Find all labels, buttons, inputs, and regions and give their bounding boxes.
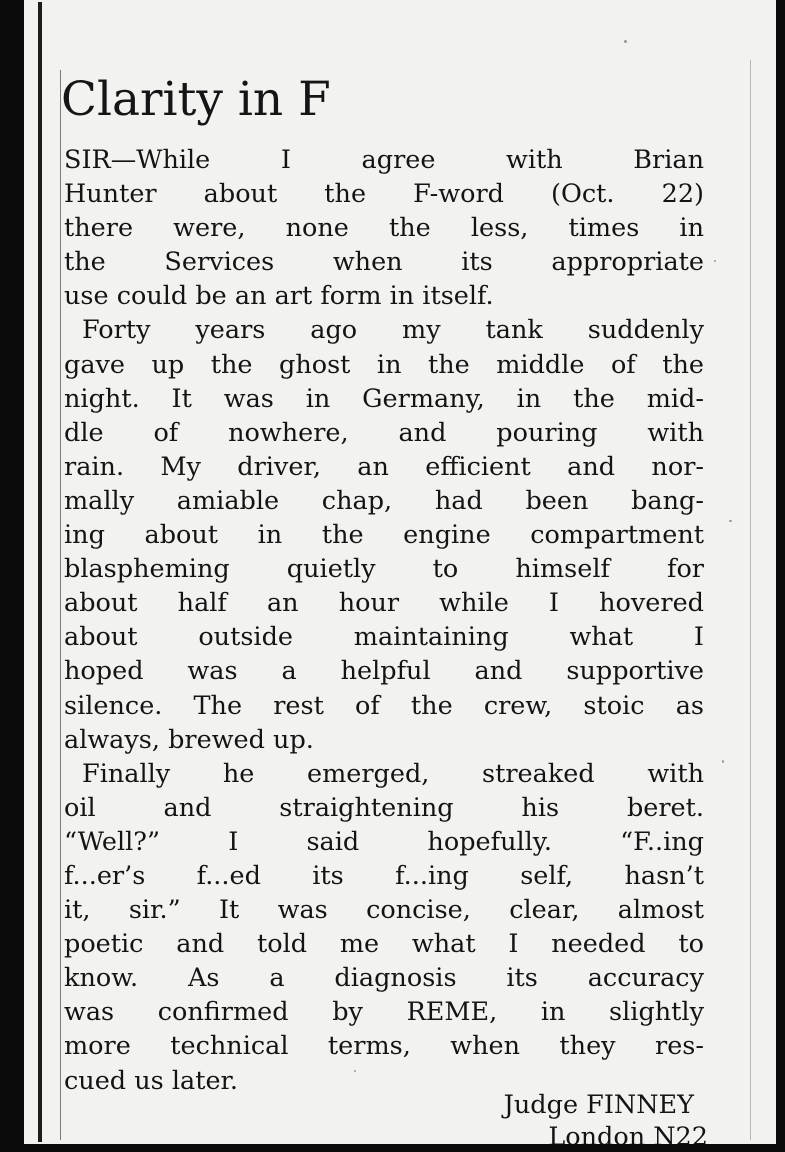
- print-speck: [722, 760, 724, 763]
- body-line: mally amiable chap, had been bang-: [64, 485, 704, 516]
- body-line: blaspheming quietly to himself for: [64, 554, 704, 585]
- body-line: rain. My driver, an efficient and nor-: [64, 451, 704, 482]
- body-line: hoped was a helpful and supportive: [64, 656, 704, 687]
- letter-headline: Clarity in F: [61, 72, 331, 127]
- signature-name: Judge FINNEY: [503, 1090, 694, 1120]
- body-line: about outside maintaining what I: [64, 622, 704, 653]
- body-line: night. It was in Germany, in the mid-: [64, 383, 704, 414]
- letter-body: [64, 143, 704, 1098]
- body-line: the Services when its appropriate: [64, 247, 704, 278]
- body-line: gave up the ghost in the middle of the: [64, 349, 704, 380]
- body-line: silence. The rest of the crew, stoic as: [64, 690, 704, 721]
- body-line: there were, none the less, times in: [64, 213, 704, 244]
- print-speck: [714, 260, 716, 262]
- body-line: Hunter about the F-word (Oct. 22): [64, 179, 704, 210]
- body-line: use could be an art form in itself.: [64, 281, 494, 312]
- body-line: always, brewed up.: [64, 724, 314, 755]
- body-line: cued us later.: [64, 1065, 239, 1096]
- newspaper-clipping: [24, 0, 776, 1144]
- body-line: poetic and told me what I needed to: [64, 929, 704, 960]
- clipping-left-edge: [38, 2, 42, 1142]
- body-line: Finally he emerged, streaked with: [82, 758, 704, 789]
- body-line: more technical terms, when they res-: [64, 1031, 704, 1062]
- column-rule-right: [750, 60, 751, 1140]
- print-speck: [624, 40, 627, 43]
- column-rule-left: [60, 70, 61, 1140]
- body-line: ing about in the engine compartment: [64, 520, 704, 551]
- body-line: dle of nowhere, and pouring with: [64, 417, 704, 448]
- body-line: about half an hour while I hovered: [64, 588, 704, 619]
- print-speck: [354, 1070, 356, 1072]
- signature-address: London N22: [548, 1122, 708, 1144]
- body-line: it, sir.” It was concise, clear, almost: [64, 895, 704, 926]
- body-line: was confirmed by REME, in slightly: [64, 997, 704, 1028]
- body-line: know. As a diagnosis its accuracy: [64, 963, 704, 994]
- print-speck: [729, 520, 732, 522]
- body-line: f...er’s f...ed its f...ing self, hasn’t: [64, 860, 704, 891]
- body-line: Forty years ago my tank suddenly: [82, 315, 704, 346]
- body-line: SIR—While I agree with Brian: [64, 145, 704, 175]
- body-line: “Well?” I said hopefully. “F..ing: [64, 826, 704, 857]
- body-line: oil and straightening his beret.: [64, 792, 704, 823]
